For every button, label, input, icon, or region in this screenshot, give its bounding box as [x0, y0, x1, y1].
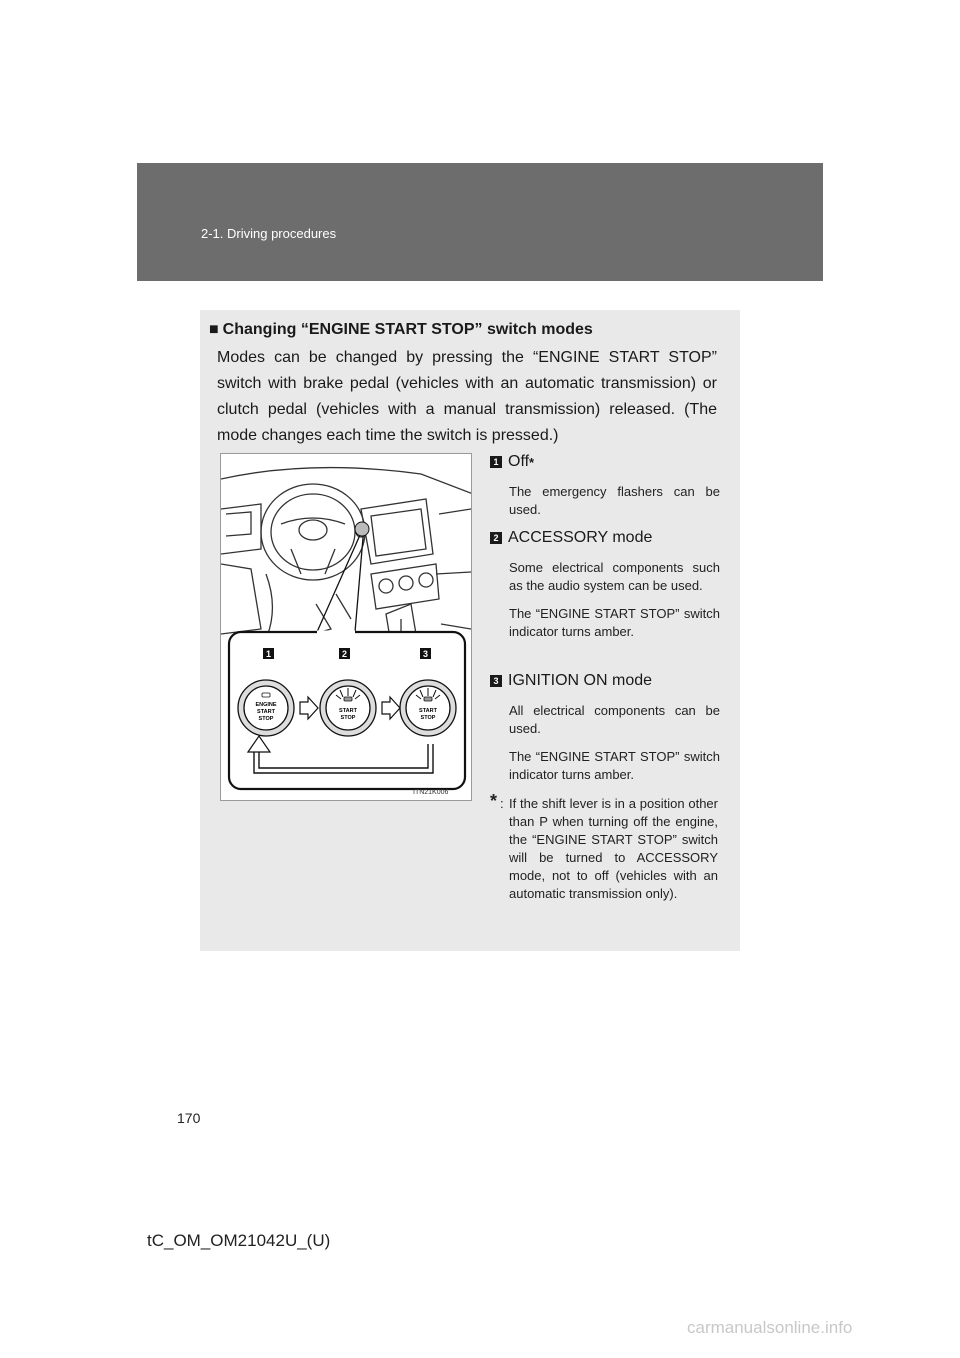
mode-off [490, 453, 720, 519]
mode-off-description: The emergency flashers can be used. [509, 484, 720, 517]
mode-ignition [490, 672, 720, 784]
button-2-stop: STOP [340, 715, 356, 721]
button-1-stop: STOP [258, 716, 274, 722]
page-number: 170 [177, 1110, 201, 1126]
section-label: 2-1. Driving procedures [201, 226, 337, 241]
engine-button-ignition [400, 680, 456, 736]
mode-ignition-description: All electrical components can be used. [509, 703, 720, 736]
mode-accessory-indicator: The “ENGINE START STOP” switch indicator turns amber. [509, 606, 720, 639]
mode-off-title: Off [508, 453, 530, 470]
button-1-engine: ENGINE [255, 702, 277, 708]
engine-button-off [238, 680, 294, 736]
button-2-start: START [339, 708, 357, 714]
callout-1: 1 [265, 649, 272, 659]
mode-accessory-title: ACCESSORY mode [508, 529, 653, 546]
mode-number-2: 2 [490, 532, 502, 544]
mode-number-3: 3 [490, 675, 502, 687]
mode-accessory [490, 529, 720, 641]
button-1-start: START [257, 709, 275, 715]
footnote-asterisk: * [490, 791, 498, 811]
intro-paragraph: Modes can be changed by pressing the “ENGINE START STOP” switch with brake pedal (vehicles with an automatic transmission) or clutch pedal (vehicles with a manual transmission) released. (The mode changes each time the switch is pressed.) [217, 349, 717, 444]
mode-number-1: 1 [490, 456, 502, 468]
mode-ignition-title: IGNITION ON mode [508, 672, 653, 689]
footnote [490, 791, 718, 903]
footnote-mark: * [529, 454, 535, 470]
button-3-start: START [419, 708, 437, 714]
document-id: tC_OM_OM21042U_(U) [147, 1231, 331, 1250]
engine-button-accessory [320, 680, 376, 736]
heading-text: Changing “ENGINE START STOP” switch modes [222, 321, 593, 338]
header-band [137, 163, 823, 281]
footnote-text: If the shift lever is in a position other than P when turning off the engine, the “ENGINE START STOP” switch will be turned to ACCESSORY mode, not to off (vehicles with an automatic transmission only). [509, 796, 718, 901]
button-3-stop: STOP [420, 715, 436, 721]
figure-code: ITN21K006 [413, 789, 449, 796]
heading-bullet: ■ [209, 321, 219, 338]
callout-3: 3 [422, 649, 429, 659]
footnote-colon: : [500, 796, 504, 811]
panel-heading [209, 321, 593, 339]
mode-ignition-indicator: The “ENGINE START STOP” switch indicator turns amber. [509, 749, 720, 782]
watermark: carmanualsonline.info [687, 1318, 853, 1337]
switch-modes-illustration [220, 453, 472, 801]
mode-accessory-description: Some electrical components such as the audio system can be used. [509, 560, 720, 593]
callout-2: 2 [341, 649, 348, 659]
